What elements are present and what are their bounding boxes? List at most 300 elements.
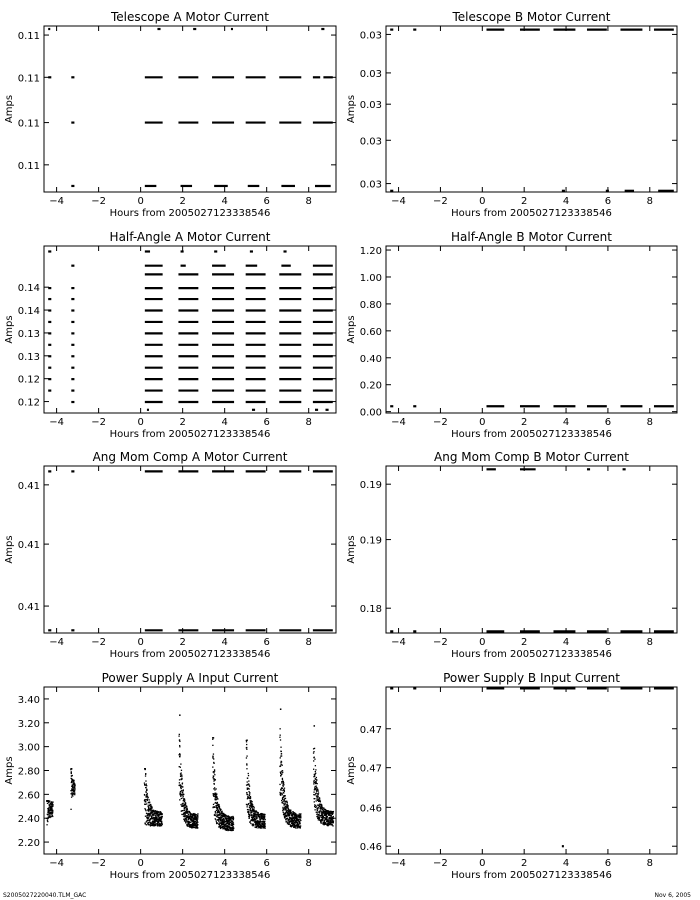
data-point bbox=[285, 819, 286, 820]
data-point bbox=[187, 811, 188, 812]
data-point bbox=[181, 775, 182, 776]
data-point bbox=[72, 795, 73, 796]
data-point bbox=[186, 819, 187, 820]
data-point bbox=[250, 798, 251, 799]
y-tick-label: 3.40 bbox=[17, 694, 40, 706]
data-point bbox=[148, 797, 149, 798]
data-point bbox=[321, 806, 322, 807]
data-point bbox=[179, 734, 180, 735]
data-point bbox=[179, 741, 180, 742]
y-tick-label: 0.11 bbox=[17, 31, 40, 43]
data-point bbox=[180, 772, 181, 773]
data-point bbox=[154, 822, 155, 823]
chart-title: Power Supply B Input Current bbox=[443, 671, 620, 685]
data-point bbox=[218, 810, 219, 811]
data-point bbox=[286, 821, 287, 822]
x-tick-label: −4 bbox=[391, 417, 406, 428]
data-point bbox=[183, 794, 184, 795]
data-point bbox=[215, 812, 216, 813]
data-point bbox=[185, 803, 186, 804]
data-point bbox=[316, 800, 317, 801]
data-point bbox=[184, 812, 185, 813]
data-point bbox=[300, 825, 301, 826]
data-point bbox=[183, 789, 184, 790]
data-point bbox=[248, 812, 249, 813]
x-tick-label: 2 bbox=[179, 196, 186, 207]
x-tick-label: 2 bbox=[179, 637, 186, 648]
x-tick-label: 2 bbox=[520, 417, 528, 428]
chart-title: Half-Angle A Motor Current bbox=[109, 230, 271, 244]
x-tick-label: 6 bbox=[263, 858, 270, 869]
y-tick-label: 0.14 bbox=[17, 306, 40, 318]
x-tick-label: 0 bbox=[137, 196, 144, 207]
data-point bbox=[318, 794, 319, 795]
data-point bbox=[264, 817, 265, 818]
data-point bbox=[149, 799, 150, 800]
data-point bbox=[283, 803, 284, 804]
x-tick-label: −4 bbox=[49, 858, 64, 869]
data-point bbox=[333, 822, 334, 823]
data-point bbox=[317, 783, 318, 784]
data-point bbox=[74, 789, 75, 790]
data-point bbox=[187, 809, 188, 810]
data-point bbox=[279, 792, 280, 793]
data-point bbox=[52, 816, 53, 817]
data-point bbox=[253, 807, 254, 808]
y-axis-label: Amps bbox=[4, 315, 15, 344]
data-point bbox=[249, 792, 250, 793]
data-point bbox=[300, 827, 301, 828]
data-point bbox=[331, 815, 332, 816]
data-point bbox=[74, 790, 75, 791]
data-point bbox=[285, 798, 286, 799]
data-point bbox=[319, 805, 320, 806]
x-tick-label: 2 bbox=[179, 858, 186, 869]
data-point bbox=[284, 791, 285, 792]
data-point bbox=[182, 810, 183, 811]
data-point bbox=[315, 805, 316, 806]
data-point bbox=[213, 776, 214, 777]
y-tick-label: 0.12 bbox=[17, 397, 40, 409]
data-point bbox=[252, 807, 253, 808]
data-point bbox=[246, 768, 247, 769]
data-point-peak bbox=[144, 768, 146, 770]
data-point bbox=[314, 759, 315, 760]
data-point bbox=[315, 765, 316, 766]
data-point bbox=[73, 780, 74, 781]
data-point bbox=[233, 822, 234, 823]
x-tick-label: 6 bbox=[604, 637, 612, 648]
data-point bbox=[248, 784, 249, 785]
data-point bbox=[314, 798, 315, 799]
data-point bbox=[197, 827, 198, 828]
data-point bbox=[219, 806, 220, 807]
data-point bbox=[186, 820, 187, 821]
data-point bbox=[157, 825, 158, 826]
y-tick-label: 0.03 bbox=[359, 30, 382, 42]
x-axis-label: Hours from 2005027123338546 bbox=[451, 208, 612, 219]
data-point bbox=[316, 814, 317, 815]
y-tick-label: 0.47 bbox=[359, 724, 382, 736]
x-tick-label: 0 bbox=[137, 637, 144, 648]
data-point bbox=[212, 777, 213, 778]
data-point bbox=[52, 804, 53, 805]
data-point bbox=[249, 788, 250, 789]
data-point bbox=[280, 739, 281, 740]
x-tick-label: 0 bbox=[137, 858, 144, 869]
data-point bbox=[283, 786, 284, 787]
y-tick-label: 0.19 bbox=[359, 535, 382, 547]
data-point bbox=[281, 751, 282, 752]
x-tick-label: 0 bbox=[479, 196, 486, 207]
data-point bbox=[295, 827, 296, 828]
data-point bbox=[264, 823, 265, 824]
data-point bbox=[190, 822, 191, 823]
data-point bbox=[229, 824, 230, 825]
x-tick-label: 0 bbox=[479, 637, 486, 648]
data-point bbox=[291, 812, 292, 813]
data-point bbox=[285, 795, 286, 796]
data-point bbox=[264, 828, 265, 829]
data-point bbox=[298, 824, 299, 825]
data-point bbox=[185, 822, 186, 823]
data-point bbox=[197, 816, 198, 817]
data-point bbox=[191, 818, 192, 819]
data-point bbox=[214, 807, 215, 808]
data-point bbox=[316, 792, 317, 793]
data-point bbox=[145, 773, 146, 774]
x-tick-label: 8 bbox=[646, 196, 653, 207]
data-point-peak bbox=[314, 725, 316, 727]
data-point bbox=[152, 815, 153, 816]
y-tick-label: 0.80 bbox=[359, 299, 382, 311]
data-point bbox=[313, 752, 314, 753]
data-point bbox=[233, 830, 234, 831]
x-tick-label: 2 bbox=[520, 196, 528, 207]
y-tick-label: 0.47 bbox=[359, 763, 382, 775]
y-tick-label: 0.03 bbox=[359, 100, 382, 112]
x-tick-label: 0 bbox=[479, 858, 486, 869]
data-point bbox=[70, 809, 71, 810]
data-point bbox=[317, 810, 318, 811]
data-point bbox=[188, 814, 189, 815]
data-point bbox=[246, 764, 247, 765]
data-point bbox=[217, 802, 218, 803]
data-point bbox=[213, 758, 214, 759]
data-point bbox=[233, 818, 234, 819]
data-point bbox=[326, 818, 327, 819]
data-point bbox=[281, 782, 282, 783]
data-point bbox=[290, 810, 291, 811]
data-point bbox=[279, 737, 280, 738]
plot-frame bbox=[44, 466, 336, 633]
data-point bbox=[248, 803, 249, 804]
data-point bbox=[182, 786, 183, 787]
data-point bbox=[179, 782, 180, 783]
y-tick-label: 0.41 bbox=[17, 480, 40, 492]
data-point bbox=[148, 816, 149, 817]
data-point bbox=[148, 810, 149, 811]
data-point bbox=[184, 814, 185, 815]
data-point bbox=[289, 814, 290, 815]
data-point bbox=[179, 739, 180, 740]
data-point bbox=[251, 803, 252, 804]
data-point bbox=[184, 813, 185, 814]
y-tick-label: 0.11 bbox=[17, 160, 40, 172]
x-tick-label: 4 bbox=[221, 196, 228, 207]
data-point bbox=[313, 791, 314, 792]
data-point bbox=[179, 756, 180, 757]
data-point bbox=[215, 811, 216, 812]
data-point bbox=[150, 805, 151, 806]
footer-filename: S2005027220040.TLM_GAC bbox=[3, 892, 87, 899]
chart-panel bbox=[4, 450, 336, 660]
data-point bbox=[252, 804, 253, 805]
data-point bbox=[321, 804, 322, 805]
data-point bbox=[313, 783, 314, 784]
data-point bbox=[144, 799, 145, 800]
x-tick-label: 4 bbox=[221, 858, 228, 869]
data-point bbox=[251, 801, 252, 802]
data-point bbox=[322, 815, 323, 816]
x-tick-label: −4 bbox=[391, 196, 406, 207]
data-point bbox=[256, 810, 257, 811]
data-point bbox=[52, 811, 53, 812]
data-point bbox=[282, 770, 283, 771]
data-point bbox=[317, 789, 318, 790]
y-tick-label: 0.46 bbox=[359, 803, 382, 815]
data-point bbox=[149, 802, 150, 803]
data-point bbox=[328, 825, 329, 826]
data-point bbox=[251, 815, 252, 816]
data-point bbox=[280, 747, 281, 748]
data-point bbox=[216, 797, 217, 798]
data-point bbox=[249, 786, 250, 787]
x-axis-label: Hours from 2005027123338546 bbox=[109, 649, 271, 660]
y-tick-label: 3.00 bbox=[17, 742, 40, 754]
data-point bbox=[332, 813, 333, 814]
y-tick-label: 3.20 bbox=[17, 718, 40, 730]
y-tick-label: 0.00 bbox=[359, 407, 382, 419]
data-point bbox=[283, 797, 284, 798]
data-point bbox=[188, 826, 189, 827]
data-point bbox=[316, 777, 317, 778]
data-point bbox=[328, 820, 329, 821]
y-tick-label: 0.11 bbox=[17, 73, 40, 85]
data-point bbox=[284, 788, 285, 789]
y-tick-label: 1.00 bbox=[359, 272, 382, 284]
data-point bbox=[197, 818, 198, 819]
data-point bbox=[287, 822, 288, 823]
data-point bbox=[315, 789, 316, 790]
data-point bbox=[332, 825, 333, 826]
data-point bbox=[71, 771, 72, 772]
y-tick-label: 0.03 bbox=[359, 68, 382, 80]
chart-title: Telescope A Motor Current bbox=[111, 10, 269, 24]
data-point-peak bbox=[213, 737, 215, 739]
x-tick-label: 4 bbox=[562, 196, 570, 207]
data-point bbox=[332, 814, 333, 815]
data-point bbox=[180, 796, 181, 797]
data-point bbox=[74, 788, 75, 789]
data-point bbox=[162, 816, 163, 817]
data-point bbox=[161, 814, 162, 815]
data-point bbox=[315, 781, 316, 782]
data-point bbox=[48, 814, 49, 815]
y-tick-label: 0.19 bbox=[359, 480, 382, 492]
data-point bbox=[179, 745, 180, 746]
data-point bbox=[317, 815, 318, 816]
data-point bbox=[214, 789, 215, 790]
x-tick-label: 4 bbox=[221, 417, 228, 428]
data-point bbox=[284, 804, 285, 805]
data-point bbox=[250, 821, 251, 822]
data-point bbox=[216, 793, 217, 794]
x-tick-label: −2 bbox=[433, 637, 448, 648]
x-tick-label: −2 bbox=[91, 417, 106, 428]
y-axis-label: Amps bbox=[4, 756, 15, 785]
data-point bbox=[246, 755, 247, 756]
data-point bbox=[248, 809, 249, 810]
data-point bbox=[283, 784, 284, 785]
data-point bbox=[280, 793, 281, 794]
data-point bbox=[285, 802, 286, 803]
data-point bbox=[246, 744, 247, 745]
footer-date: Nov 6, 2005 bbox=[654, 892, 691, 899]
data-point bbox=[71, 792, 72, 793]
x-tick-label: 8 bbox=[305, 637, 312, 648]
data-point bbox=[281, 753, 282, 754]
data-point bbox=[146, 789, 147, 790]
data-point bbox=[214, 783, 215, 784]
data-point bbox=[287, 810, 288, 811]
data-point bbox=[213, 772, 214, 773]
data-point bbox=[212, 766, 213, 767]
data-point bbox=[184, 816, 185, 817]
data-point bbox=[327, 816, 328, 817]
data-point bbox=[287, 802, 288, 803]
data-point bbox=[212, 739, 213, 740]
data-point bbox=[319, 798, 320, 799]
plot-frame bbox=[386, 26, 677, 192]
data-point bbox=[258, 812, 259, 813]
x-tick-label: 4 bbox=[221, 637, 228, 648]
data-point bbox=[233, 824, 234, 825]
data-point bbox=[287, 804, 288, 805]
data-point bbox=[282, 799, 283, 800]
data-point bbox=[184, 798, 185, 799]
x-tick-label: 6 bbox=[263, 417, 270, 428]
data-point bbox=[148, 822, 149, 823]
y-axis-label: Amps bbox=[4, 94, 15, 124]
data-point bbox=[155, 810, 156, 811]
data-point bbox=[182, 782, 183, 783]
y-tick-label: 2.20 bbox=[17, 838, 40, 850]
chart-panel bbox=[4, 671, 336, 881]
data-point bbox=[146, 794, 147, 795]
data-point bbox=[217, 798, 218, 799]
data-point bbox=[316, 791, 317, 792]
data-point bbox=[223, 818, 224, 819]
data-point bbox=[215, 815, 216, 816]
data-point-peak bbox=[280, 708, 282, 710]
data-point bbox=[300, 815, 301, 816]
data-point bbox=[316, 787, 317, 788]
data-point bbox=[233, 828, 234, 829]
chart-title: Half-Angle B Motor Current bbox=[451, 230, 612, 244]
y-tick-label: 0.18 bbox=[359, 604, 382, 616]
data-point bbox=[216, 810, 217, 811]
data-point bbox=[146, 824, 147, 825]
data-point bbox=[52, 801, 53, 802]
data-point bbox=[214, 787, 215, 788]
data-point bbox=[184, 810, 185, 811]
data-point bbox=[232, 821, 233, 822]
data-point bbox=[145, 801, 146, 802]
data-point bbox=[181, 776, 182, 777]
chart-title: Ang Mom Comp B Motor Current bbox=[434, 450, 629, 464]
data-point bbox=[179, 753, 180, 754]
data-point bbox=[313, 769, 314, 770]
data-point bbox=[315, 769, 316, 770]
data-point bbox=[300, 817, 301, 818]
x-axis-label: Hours from 2005027123338546 bbox=[451, 649, 612, 660]
data-point bbox=[180, 804, 181, 805]
data-point bbox=[246, 792, 247, 793]
y-tick-label: 2.80 bbox=[17, 766, 40, 778]
x-tick-label: −4 bbox=[49, 417, 64, 428]
data-point bbox=[51, 816, 52, 817]
data-point bbox=[283, 782, 284, 783]
y-tick-label: 0.41 bbox=[17, 540, 40, 552]
data-point-peak bbox=[47, 800, 49, 802]
data-point bbox=[151, 809, 152, 810]
data-point bbox=[280, 795, 281, 796]
y-tick-label: 0.03 bbox=[359, 179, 382, 191]
data-point bbox=[264, 814, 265, 815]
data-point bbox=[282, 788, 283, 789]
data-point bbox=[280, 757, 281, 758]
chart-panel bbox=[346, 10, 677, 219]
data-point bbox=[282, 801, 283, 802]
y-tick-label: 1.20 bbox=[359, 246, 382, 258]
data-point bbox=[144, 782, 145, 783]
data-point bbox=[256, 818, 257, 819]
data-point bbox=[46, 824, 47, 825]
data-point bbox=[323, 807, 324, 808]
chart-title: Ang Mom Comp A Motor Current bbox=[92, 450, 288, 464]
y-tick-label: 0.14 bbox=[17, 283, 40, 295]
data-point bbox=[320, 801, 321, 802]
data-point bbox=[74, 785, 75, 786]
data-point bbox=[318, 796, 319, 797]
data-point bbox=[300, 820, 301, 821]
y-tick-label: 2.60 bbox=[17, 790, 40, 802]
data-point bbox=[253, 825, 254, 826]
data-point bbox=[294, 815, 295, 816]
plot-frame bbox=[44, 687, 336, 854]
x-tick-label: 6 bbox=[263, 196, 270, 207]
data-point bbox=[314, 809, 315, 810]
x-axis-label: Hours from 2005027123338546 bbox=[109, 870, 271, 881]
data-point bbox=[246, 749, 247, 750]
data-point bbox=[296, 815, 297, 816]
data-point bbox=[299, 823, 300, 824]
data-point-peak bbox=[246, 739, 248, 741]
data-point bbox=[285, 801, 286, 802]
data-point bbox=[315, 773, 316, 774]
y-tick-label: 0.13 bbox=[17, 328, 40, 340]
